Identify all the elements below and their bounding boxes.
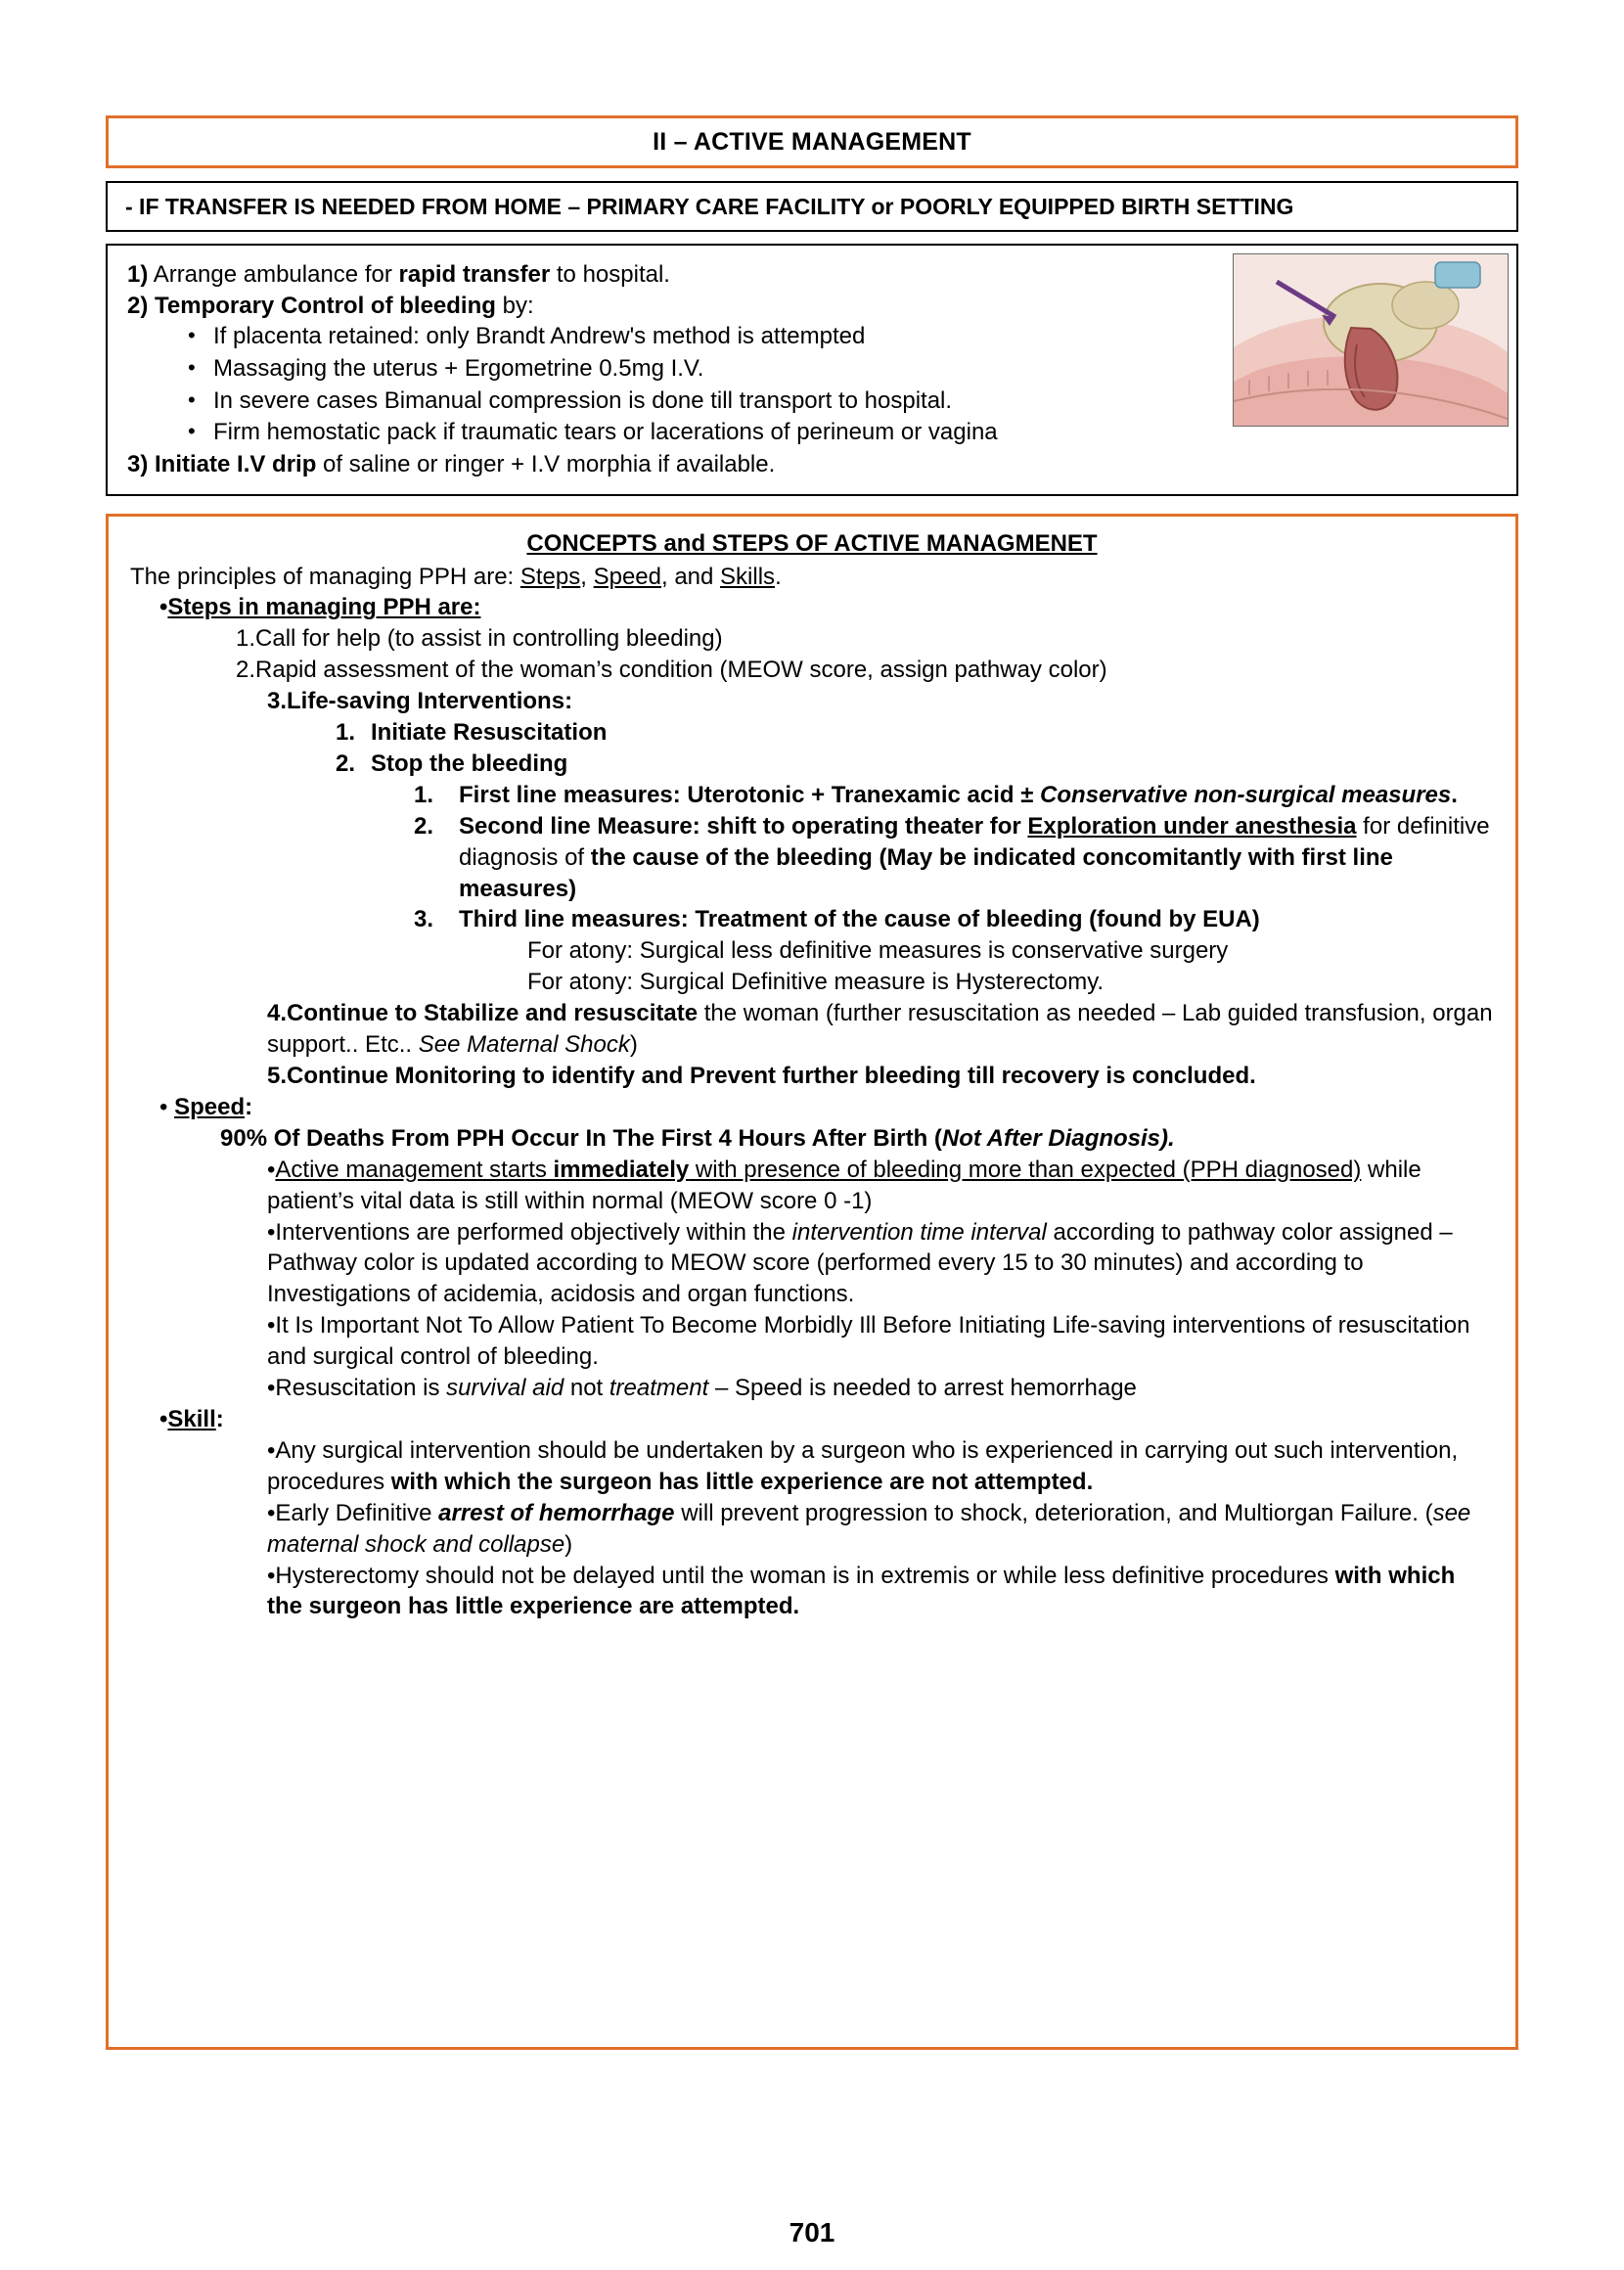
skill-bullet-2-close: ) — [564, 1530, 573, 1558]
speed-bullet-1-c: while patient’s vital data is still within normal (MEOW score 0 -1) — [267, 1156, 1421, 1214]
skill-bullet-2-bolditalic: arrest of hemorrhage — [438, 1499, 675, 1526]
speed-bullet-3: •It Is Important Not To Allow Patient To Become Morbidly Ill Before Initiating Life-saving interventions of resuscitation and surgical control of bleeding. — [267, 1312, 1470, 1371]
skill-bullet-2-b: will prevent progression to shock, deterioration, and Multiorgan Failure. ( — [674, 1499, 1433, 1526]
list-item: • Massaging the uterus + Ergometrine 0.5mg I.V. — [127, 353, 1499, 386]
skill-heading-line — [159, 1404, 1494, 1435]
bullet-marker: • — [267, 1156, 276, 1183]
subtitle-text: - IF TRANSFER IS NEEDED FROM HOME – PRIMARY CARE FACILITY or POORLY EQUIPPED BIRTH SETTING — [125, 193, 1294, 219]
transfer-item-3-number: 3) — [127, 450, 149, 477]
step-5-text: 5.Continue Monitoring to identify and Prevent further bleeding till recovery is concluded. — [267, 1063, 1256, 1090]
intro-skills: Skills — [720, 563, 776, 590]
step-4-close: ) — [629, 1031, 638, 1059]
list-marker: 1. — [414, 781, 434, 808]
second-line-measure — [414, 811, 1494, 905]
transfer-instructions-box — [106, 244, 1518, 496]
intro-and: , and — [661, 563, 721, 590]
skill-bullet-2 — [267, 1498, 1494, 1561]
step-5 — [267, 1061, 1494, 1092]
intro-text-a: The principles of managing PPH are: — [130, 563, 520, 590]
first-line-measures-text: First line measures: Uterotonic + Tranexamic acid ± — [459, 781, 1034, 808]
step-4-bold: 4.Continue to Stabilize and resuscitate — [267, 1000, 699, 1027]
third-line-note-1: For atony: Surgical less definitive measures is conservative surgery — [527, 937, 1229, 965]
skill-bullet-3-bold: with which the surgeon has little experience are attempted. — [267, 1562, 1456, 1620]
anatomy-illustration-svg — [1234, 254, 1508, 426]
bullet-marker: • — [159, 594, 168, 621]
skill-bullet-3-a: •Hysterectomy should not be delayed until the woman is in extremis or while less definitive procedures — [267, 1562, 1335, 1589]
speed-statistic — [220, 1123, 1494, 1155]
step-4-text: the woman (further resuscitation as needed – Lab guided transfusion, organ support.. Etc.. — [267, 1000, 1493, 1059]
second-line-underlined: Exploration under anesthesia — [1027, 812, 1357, 840]
skill-colon: : — [215, 1405, 224, 1432]
speed-bullet-2-b: according to pathway color assigned – Pathway color is updated according to MEOW score (performed every 15 to 30 minutes) and according to Investigations of acidemia, acidosis and organ functions. — [267, 1218, 1453, 1308]
second-line-text-c: the cause of the bleeding (May be indicated concomitantly with first line measures) — [459, 843, 1393, 902]
bullet-marker: • — [159, 1405, 168, 1432]
skill-bullet-2-a: •Early Definitive — [267, 1499, 439, 1526]
speed-bullet-2-italic: intervention time interval — [791, 1218, 1047, 1246]
steps-heading-line — [159, 592, 1494, 623]
step-4-italic: See Maternal Shock — [418, 1031, 630, 1059]
transfer-item-2-number: 2) — [127, 292, 149, 319]
transfer-item-1-number: 1) — [127, 261, 149, 288]
speed-bullet-4 — [267, 1373, 1494, 1404]
speed-heading: Speed — [174, 1093, 246, 1120]
step-4 — [267, 998, 1494, 1061]
intro-speed: Speed — [593, 563, 661, 590]
speed-bullet-1-bold: immediately — [553, 1156, 690, 1183]
intro-steps: Steps — [519, 563, 581, 590]
concepts-heading: CONCEPTS and STEPS OF ACTIVE MANAGMENET — [526, 529, 1098, 557]
transfer-item-3-text-c: of saline or ringer + I.V morphia if available. — [316, 450, 776, 477]
list-marker: 1. — [336, 719, 356, 747]
speed-bullet-1-b: with presence of bleeding more than expected (PPH diagnosed) — [689, 1156, 1362, 1183]
list-item: • In severe cases Bimanual compression is done till transport to hospital. — [127, 386, 1499, 418]
skill-bullet-2-italic: see maternal shock and collapse — [267, 1499, 1471, 1558]
section-title-bar — [106, 115, 1518, 168]
third-line-measures — [414, 904, 1494, 998]
step-3-sub-1 — [336, 717, 1494, 749]
list-item: • If placenta retained: only Brandt Andrew's method is attempted — [127, 321, 1499, 353]
speed-bullet-4-b: not — [564, 1375, 609, 1402]
skill-bullet-1-a: •Any surgical intervention should be undertaken by a surgeon who is experienced in carrying out such intervention, procedures — [267, 1436, 1459, 1495]
intro-period: . — [775, 563, 782, 590]
intro-comma: , — [580, 563, 594, 590]
skill-heading: Skill — [167, 1405, 216, 1432]
step-3-text: 3.Life-saving Interventions: — [267, 688, 573, 715]
list-item: • Firm hemostatic pack if traumatic tears or lacerations of perineum or vagina — [127, 417, 1499, 449]
speed-statistic-text: 90% Of Deaths From PPH Occur In The First 4 Hours After Birth ( — [220, 1124, 942, 1152]
bullet-marker: • — [159, 1093, 168, 1120]
first-line-measures-period: . — [1451, 781, 1458, 808]
speed-bullet-4-italic-1: survival aid — [446, 1375, 564, 1402]
second-line-text-a: Second line Measure: shift to operating theater for — [459, 812, 1028, 840]
transfer-item-2-text-bold: Temporary Control of bleeding — [148, 292, 496, 319]
second-line-text-b: for definitive diagnosis of — [459, 812, 1490, 871]
concepts-and-steps-box — [106, 514, 1518, 2050]
uterus-bimanual-compression-illustration — [1233, 253, 1509, 427]
speed-bullet-4-a: •Resuscitation is — [267, 1375, 447, 1402]
speed-bullet-4-c: – Speed is needed to arrest hemorrhage — [708, 1375, 1137, 1402]
step-3-sub-1-text: Initiate Resuscitation — [371, 719, 608, 747]
speed-bullet-4-italic-2: treatment — [609, 1375, 709, 1402]
page-title: II – ACTIVE MANAGEMENT — [653, 127, 971, 156]
transfer-item-1-text-a: Arrange ambulance for — [148, 261, 399, 288]
step-3 — [267, 686, 1494, 717]
section-subtitle-bar — [106, 181, 1518, 232]
first-line-measures-italic: Conservative non-surgical measures — [1033, 781, 1452, 808]
step-1: 1.Call for help (to assist in controlling bleeding) — [236, 625, 723, 653]
steps-heading: Steps in managing PPH are: — [167, 594, 481, 621]
speed-bullet-1 — [267, 1155, 1494, 1217]
speed-statistic-italic: Not After Diagnosis). — [941, 1124, 1175, 1152]
page-number: 701 — [789, 2217, 835, 2247]
step-3-sub-2 — [336, 749, 1494, 780]
speed-heading-line — [159, 1092, 1494, 1123]
skill-bullet-3 — [267, 1561, 1494, 1623]
skill-bullet-1 — [267, 1435, 1494, 1498]
speed-colon: : — [245, 1093, 253, 1120]
list-marker: 2. — [414, 812, 434, 840]
third-line-note-2: For atony: Surgical Definitive measure is Hysterectomy. — [527, 969, 1105, 996]
step-3-sub-2-text: Stop the bleeding — [371, 749, 568, 777]
speed-bullet-2-a: •Interventions are performed objectively within the — [267, 1218, 792, 1246]
list-marker: 2. — [336, 749, 356, 777]
speed-bullet-2 — [267, 1217, 1494, 1311]
transfer-item-2-text-c: by: — [495, 292, 534, 319]
skill-bullet-1-bold: with which the surgeon has little experience are not attempted. — [390, 1468, 1094, 1495]
speed-bullet-1-a: Active management starts — [275, 1156, 554, 1183]
third-line-text: Third line measures: Treatment of the cause of bleeding (found by EUA) — [459, 906, 1260, 933]
first-line-measures — [414, 780, 1494, 811]
transfer-item-1-text-c: to hospital. — [550, 261, 670, 288]
concepts-intro — [130, 562, 1494, 593]
transfer-item-1-text-bold: rapid transfer — [398, 261, 551, 288]
transfer-item-3-text-bold: Initiate I.V drip — [148, 450, 317, 477]
list-marker: 3. — [414, 906, 434, 933]
step-2: 2.Rapid assessment of the woman’s condition (MEOW score, assign pathway color) — [236, 657, 1107, 684]
transfer-item-3 — [127, 449, 1499, 480]
